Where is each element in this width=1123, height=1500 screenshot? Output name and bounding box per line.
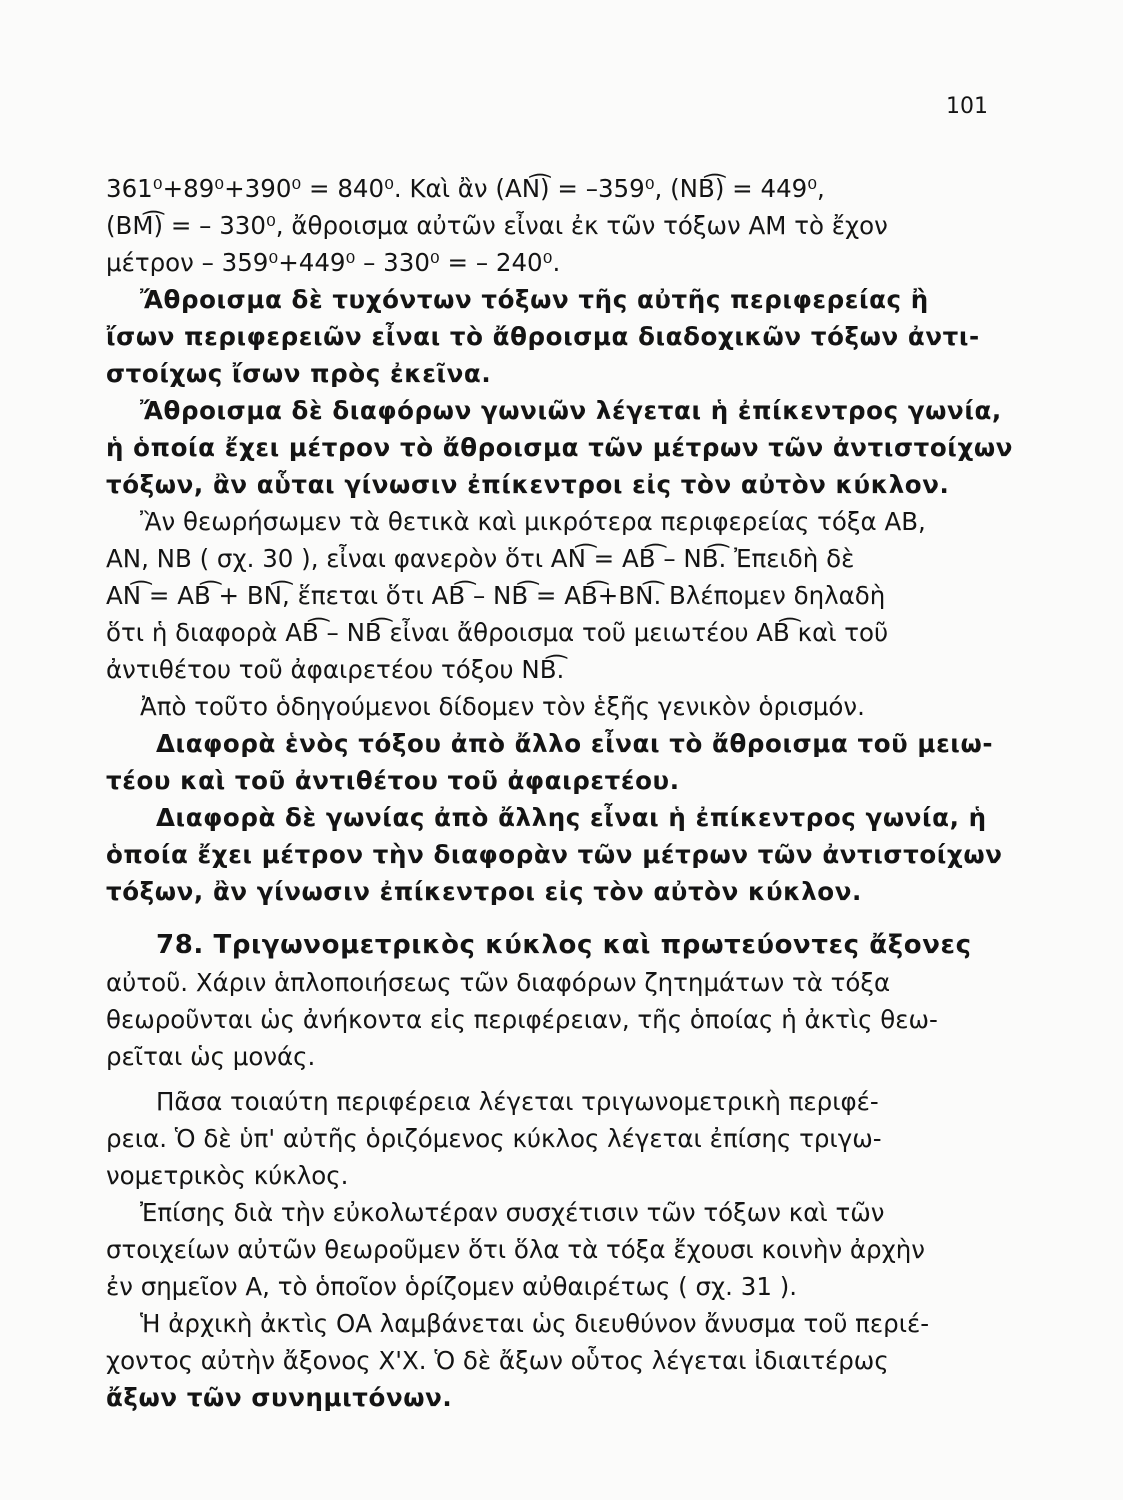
text-line: Ἡ ἀρχικὴ ἀκτὶς ΟΑ λαμβάνεται ὡς διευθύνον ἄνυσμα τοῦ περιέ-	[140, 1309, 930, 1338]
text-line: ὅτι ἡ διαφορὰ AB͡ – NB͡ εἶναι ἄθροισμα τοῦ μειωτέου AB͡ καὶ τοῦ	[106, 618, 889, 647]
text-line: Ἀπὸ τοῦτο ὁδηγούμενοι δίδομεν τὸν ἑξῆς γενικὸν ὁρισμόν.	[140, 692, 865, 721]
text-line: νομετρικὸς κύκλος.	[106, 1161, 349, 1190]
text-line: Ἄθροισμα δὲ τυχόντων τόξων τῆς αὐτῆς περιφερείας ἢ	[140, 285, 929, 314]
text-line: 361⁰+89⁰+390⁰ = 840⁰. Καὶ ἂν (AN͡) = –359⁰, (NB͡) = 449⁰,	[106, 174, 825, 203]
text-line: ρεια. Ὁ δὲ ὑπ' αὐτῆς ὁριζόμενος κύκλος λέγεται ἐπίσης τριγω-	[106, 1124, 882, 1153]
text-line: τόξων, ἂν αὗται γίνωσιν ἐπίκεντροι εἰς τὸν αὐτὸν κύκλον.	[106, 470, 950, 499]
text-line: ἄξων τῶν συνημιτόνων.	[106, 1383, 453, 1412]
text-line: (BM͡) = – 330⁰, ἄθροισμα αὐτῶν εἶναι ἐκ τῶν τόξων ΑΜ τὸ ἔχον	[106, 211, 888, 240]
text-line: ἴσων περιφερειῶν εἶναι τὸ ἄθροισμα διαδοχικῶν τόξων ἀντι-	[106, 322, 980, 351]
text-line: στοιχείων αὐτῶν θεωροῦμεν ὅτι ὅλα τὰ τόξα ἔχουσι κοινὴν ἀρχὴν	[106, 1235, 925, 1264]
text-line: Ἂν θεωρήσωμεν τὰ θετικὰ καὶ μικρότερα περιφερείας τόξα ΑΒ,	[140, 507, 926, 536]
text-line: ἀντιθέτου τοῦ ἀφαιρετέου τόξου NB͡.	[106, 655, 565, 684]
text-line: στοίχως ἴσων πρὸς ἐκεῖνα.	[106, 359, 492, 388]
text-line: τόξων, ἂν γίνωσιν ἐπίκεντροι εἰς τὸν αὐτὸν κύκλον.	[106, 877, 862, 906]
text-line: 78. Τριγωνομετρικὸς κύκλος καὶ πρωτεύοντες ἄξονες	[156, 930, 972, 960]
text-line: Πᾶσα τοιαύτη περιφέρεια λέγεται τριγωνομετρικὴ περιφέ-	[156, 1087, 879, 1116]
text-line: Διαφορὰ ἑνὸς τόξου ἀπὸ ἄλλο εἶναι τὸ ἄθροισμα τοῦ μειω-	[156, 729, 994, 758]
text-line: μέτρον – 359⁰+449⁰ – 330⁰ = – 240⁰.	[106, 248, 561, 277]
text-line: ρεῖται ὡς μονάς.	[106, 1042, 316, 1071]
text-line: AN͡ = AB͡ + BN͡, ἕπεται ὅτι AB͡ – NB͡ = AB͡+BN͡. Βλέπομεν δηλαδὴ	[106, 581, 886, 610]
text-line: ἡ ὁποία ἔχει μέτρον τὸ ἄθροισμα τῶν μέτρων τῶν ἀντιστοίχων	[106, 433, 1014, 462]
text-line: ὁποία ἔχει μέτρον τὴν διαφορὰν τῶν μέτρων τῶν ἀντιστοίχων	[106, 840, 1003, 869]
text-line: ΑΝ, ΝΒ ( σχ. 30 ), εἶναι φανερὸν ὅτι AN͡ = AB͡ – NB͡. Ἐπειδὴ δὲ	[106, 544, 855, 573]
text-line: τέου καὶ τοῦ ἀντιθέτου τοῦ ἀφαιρετέου.	[106, 766, 680, 795]
text-line: Ἄθροισμα δὲ διαφόρων γωνιῶν λέγεται ἡ ἐπίκεντρος γωνία,	[140, 396, 1002, 425]
page-body-text	[106, 170, 1014, 1416]
page-number: 101	[946, 94, 988, 119]
text-line: Διαφορὰ δὲ γωνίας ἀπὸ ἄλλης εἶναι ἡ ἐπίκεντρος γωνία, ἡ	[156, 803, 987, 832]
text-line: θεωροῦνται ὡς ἀνήκοντα εἰς περιφέρειαν, τῆς ὁποίας ἡ ἀκτὶς θεω-	[106, 1005, 938, 1034]
text-line: ἐν σημεῖον Α, τὸ ὁποῖον ὁρίζομεν αὐθαιρέτως ( σχ. 31 ).	[106, 1272, 798, 1301]
text-line: χοντος αὐτὴν ἄξονος Χ'Χ. Ὁ δὲ ἄξων οὗτος λέγεται ἰδιαιτέρως	[106, 1346, 889, 1375]
text-line: αὐτοῦ. Χάριν ἁπλοποιήσεως τῶν διαφόρων ζητημάτων τὰ τόξα	[106, 968, 891, 997]
text-line: Ἐπίσης διὰ τὴν εὐκολωτέραν συσχέτισιν τῶν τόξων καὶ τῶν	[140, 1198, 885, 1227]
